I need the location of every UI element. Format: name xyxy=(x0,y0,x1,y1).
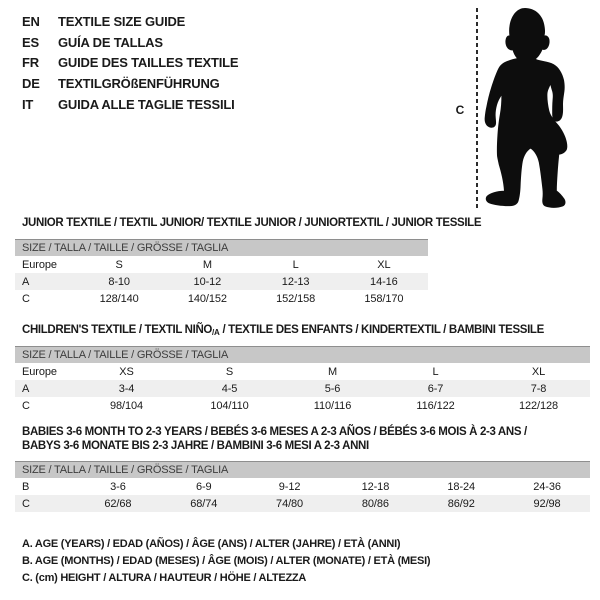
cell-value: 158/170 xyxy=(364,292,404,305)
language-title: GUIDA ALLE TAGLIE TESSILI xyxy=(58,96,235,112)
babies-size-table xyxy=(15,461,590,512)
cell-value: 3-4 xyxy=(118,382,135,395)
cell-value: 8-10 xyxy=(108,275,130,288)
cell-value: 110/116 xyxy=(313,399,352,412)
cell-value: 6-7 xyxy=(427,382,444,395)
column-header: L xyxy=(292,258,299,271)
language-row-fr xyxy=(22,53,238,74)
table-row-age xyxy=(15,273,428,290)
cell-value: 80/86 xyxy=(361,497,389,510)
children-section-title xyxy=(22,324,544,340)
language-title: GUIDE DES TAILLES TEXTILE xyxy=(58,55,239,71)
height-measure-dashed-line xyxy=(476,8,478,210)
table-header-row xyxy=(15,256,428,273)
column-header: L xyxy=(432,365,439,378)
measure-c-label: C xyxy=(455,103,465,117)
row-label: B xyxy=(22,480,30,493)
cell-value: 4-5 xyxy=(221,382,238,395)
language-code: DE xyxy=(22,76,40,92)
row-label: C xyxy=(22,292,30,305)
row-label: C xyxy=(22,399,30,412)
title-subscript: /A xyxy=(212,328,220,337)
table-header-row xyxy=(15,363,590,380)
legend-footnotes xyxy=(22,536,430,588)
cell-value: 14-16 xyxy=(370,275,398,288)
cell-value: 140/152 xyxy=(187,292,227,305)
cell-value: 116/122 xyxy=(416,399,455,412)
language-row-es xyxy=(22,33,238,54)
cell-value: 104/110 xyxy=(210,399,249,412)
title-line-2: BABYS 3-6 MONATE BIS 2-3 JAHRE / BAMBINI 3-6 MESI A 2-3 ANNI xyxy=(22,439,369,452)
language-row-it xyxy=(22,95,238,116)
cell-value: 12-13 xyxy=(281,275,310,288)
cell-value: 24-36 xyxy=(533,480,561,493)
cell-value: 12-18 xyxy=(361,480,390,493)
column-header: XL xyxy=(377,258,391,271)
title-line-1: BABIES 3-6 MONTH TO 2-3 YEARS / BEBÉS 3-6 MESES A 2-3 AÑOS / BÉBÉS 3-6 MOIS À 2-3 ANS / xyxy=(22,426,527,438)
table-row-months xyxy=(15,478,590,495)
cell-value: 92/98 xyxy=(533,497,561,510)
junior-size-table xyxy=(15,239,428,308)
cell-value: 152/158 xyxy=(276,292,316,305)
cell-value: 18-24 xyxy=(447,480,476,493)
language-row-de xyxy=(22,74,238,95)
column-header: XS xyxy=(119,365,134,378)
column-header: M xyxy=(327,365,338,378)
column-header: Europe xyxy=(22,365,57,378)
cell-value: 68/74 xyxy=(190,497,218,510)
cell-value: 6-9 xyxy=(195,480,212,493)
language-row-en xyxy=(22,12,238,33)
table-row-height xyxy=(15,495,590,512)
cell-value: 5-6 xyxy=(324,382,341,395)
table-row-age xyxy=(15,380,590,397)
language-title: GUÍA DE TALLAS xyxy=(58,34,163,50)
column-header: M xyxy=(202,258,212,271)
children-size-table xyxy=(15,346,590,415)
footnote-b: B. AGE (MONTHS) / EDAD (MESES) / ÂGE (MOIS) / ALTER (MONATE) / ETÀ (MESI) xyxy=(22,555,431,568)
language-title: TEXTILGRÖßENFÜHRUNG xyxy=(58,76,220,92)
footnote-a: A. AGE (YEARS) / EDAD (AÑOS) / ÂGE (ANS) / ALTER (JAHRE) / ETÀ (ANNI) xyxy=(22,538,401,550)
table-row-height xyxy=(15,290,428,307)
column-header: S xyxy=(115,258,123,271)
cell-value: 3-6 xyxy=(110,480,126,493)
column-header: Europe xyxy=(22,258,57,271)
footnote-c: C. (cm) HEIGHT / ALTURA / HAUTEUR / HÖHE / ALTEZZA xyxy=(22,572,307,585)
language-title: TEXTILE SIZE GUIDE xyxy=(58,14,186,29)
row-label: A xyxy=(22,382,30,395)
babies-section-title xyxy=(22,426,542,454)
language-code: FR xyxy=(22,55,39,71)
column-header: S xyxy=(225,365,234,378)
cell-value: 62/68 xyxy=(104,497,132,510)
cell-value: 128/140 xyxy=(99,292,139,305)
language-code: EN xyxy=(22,14,40,29)
size-header-bar: SIZE / TALLA / TAILLE / GRÖSSE / TAGLIA xyxy=(15,346,590,363)
language-code: ES xyxy=(22,34,39,50)
row-label: A xyxy=(22,275,30,288)
title-text: / TEXTILE DES ENFANTS / KINDERTEXTIL / BAMBINI TESSILE xyxy=(219,324,544,336)
size-header-bar: SIZE / TALLA / TAILLE / GRÖSSE / TAGLIA xyxy=(15,461,590,478)
cell-value: 10-12 xyxy=(193,275,222,288)
cell-value: 74/80 xyxy=(276,497,304,510)
cell-value: 122/128 xyxy=(518,399,559,412)
table-row-height xyxy=(15,397,590,414)
language-code: IT xyxy=(22,96,34,112)
cell-value: 7-8 xyxy=(530,382,547,395)
language-list xyxy=(22,12,238,116)
baby-silhouette-icon xyxy=(481,6,571,212)
cell-value: 86/92 xyxy=(447,497,475,510)
title-text: CHILDREN'S TEXTILE / TEXTIL NIÑO xyxy=(22,324,213,336)
cell-value: 98/104 xyxy=(109,399,144,412)
row-label: C xyxy=(22,497,30,510)
cell-value: 9-12 xyxy=(278,480,301,493)
size-header-bar: SIZE / TALLA / TAILLE / GRÖSSE / TAGLIA xyxy=(15,239,428,256)
junior-section-title: JUNIOR TEXTILE / TEXTIL JUNIOR/ TEXTILE JUNIOR / JUNIORTEXTIL / JUNIOR TESSILE xyxy=(22,217,482,229)
column-header: XL xyxy=(531,365,546,378)
